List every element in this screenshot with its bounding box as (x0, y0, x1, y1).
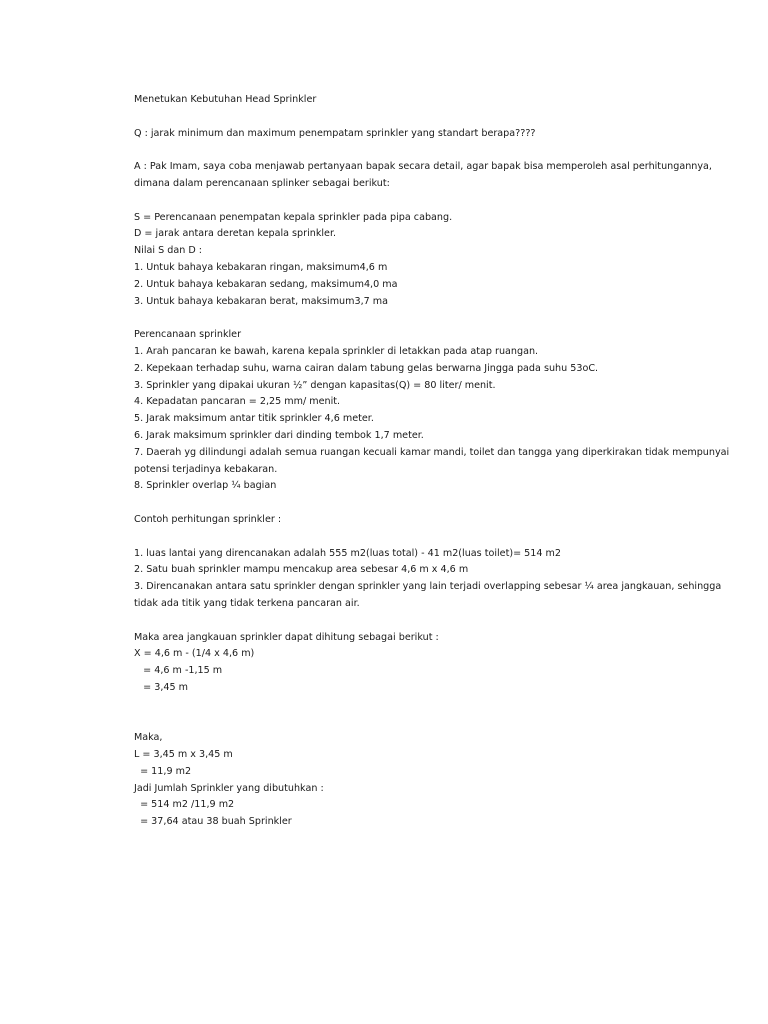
section-heading: Perencanaan sprinkler (134, 329, 242, 341)
list-item: 4. Kepadatan pancaran = 2,25 mm/ menit. (134, 396, 341, 408)
list-item: 8. Sprinkler overlap ¼ bagian (134, 480, 277, 492)
definition-line: 2. Untuk bahaya kebakaran sedang, maksimum4,0 ma (134, 278, 398, 290)
list-item: 1. luas lantai yang direncanakan adalah 555 m2(luas total) - 41 m2(luas toilet)= 514 m2 (134, 547, 561, 559)
calculation-line: = 514 m2 /11,9 m2 (134, 799, 235, 811)
spacer (134, 310, 694, 327)
list-item: 1. Arah pancaran ke bawah, karena kepala sprinkler di letakkan pada atap ruangan. (134, 345, 539, 357)
list-item: tidak ada titik yang tidak terkena pancaran air. (134, 597, 360, 609)
list-item: potensi terjadinya kebakaran. (134, 463, 278, 475)
spacer (134, 109, 694, 126)
calculation-line: Maka area jangkauan sprinkler dapat dihitung sebagai berikut : (134, 631, 439, 643)
definition-line: 1. Untuk bahaya kebakaran ringan, maksimum4,6 m (134, 261, 388, 273)
list-item: 7. Daerah yg dilindungi adalah semua ruangan kecuali kamar mandi, toilet dan tangga yang diperkirakan tidak mempunyai (134, 446, 730, 458)
calculation-line: = 4,6 m -1,15 m (134, 665, 223, 677)
calculation-line: = 11,9 m2 (134, 765, 192, 777)
list-item: 2. Kepekaan terhadap suhu, warna cairan dalam tabung gelas berwarna Jingga pada suhu 53oC. (134, 362, 599, 374)
calculation-line: X = 4,6 m - (1/4 x 4,6 m) (134, 648, 255, 660)
spacer (134, 495, 694, 512)
section-heading: Contoh perhitungan sprinkler : (134, 513, 282, 525)
answer-line: A : Pak Imam, saya coba menjawab pertanyaan bapak secara detail, agar bapak bisa memperoleh asal perhitungannya, (134, 161, 712, 173)
calculation-line: L = 3,45 m x 3,45 m (134, 749, 233, 761)
calculation-line: = 37,64 atau 38 buah Sprinkler (134, 816, 292, 828)
list-item: 2. Satu buah sprinkler mampu mencakup area sebesar 4,6 m x 4,6 m (134, 564, 469, 576)
spacer (134, 142, 694, 159)
document-body (134, 92, 730, 831)
calculation-line: = 3,45 m (134, 681, 188, 693)
calculation-line: Maka, (134, 732, 163, 744)
list-item: 5. Jarak maksimum antar titik sprinkler 4,6 meter. (134, 413, 374, 425)
definition-line: D = jarak antara deretan kepala sprinkler. (134, 228, 337, 240)
definition-line: S = Perencanaan penempatan kepala sprinkler pada pipa cabang. (134, 211, 453, 223)
spacer (134, 193, 694, 210)
spacer (134, 613, 694, 630)
answer-line: dimana dalam perencanaan splinker sebagai berikut: (134, 177, 390, 189)
definition-line: Nilai S dan D : (134, 245, 203, 257)
document-title: Menetukan Kebutuhan Head Sprinkler (134, 94, 317, 105)
spacer (134, 697, 694, 731)
definition-line: 3. Untuk bahaya kebakaran berat, maksimum3,7 ma (134, 295, 389, 307)
list-item: 3. Sprinkler yang dipakai ukuran ½” dengan kapasitas(Q) = 80 liter/ menit. (134, 379, 496, 391)
list-item: 3. Direncanakan antara satu sprinkler dengan sprinkler yang lain terjadi overlapping sebesar ¼ area jangkauan, sehingga (134, 581, 722, 593)
list-item: 6. Jarak maksimum sprinkler dari dinding tembok 1,7 meter. (134, 429, 424, 441)
question-text: Q : jarak minimum dan maximum penempatam sprinkler yang standart berapa???? (134, 127, 536, 139)
spacer (134, 529, 694, 546)
calculation-line: Jadi Jumlah Sprinkler yang dibutuhkan : (134, 782, 324, 794)
